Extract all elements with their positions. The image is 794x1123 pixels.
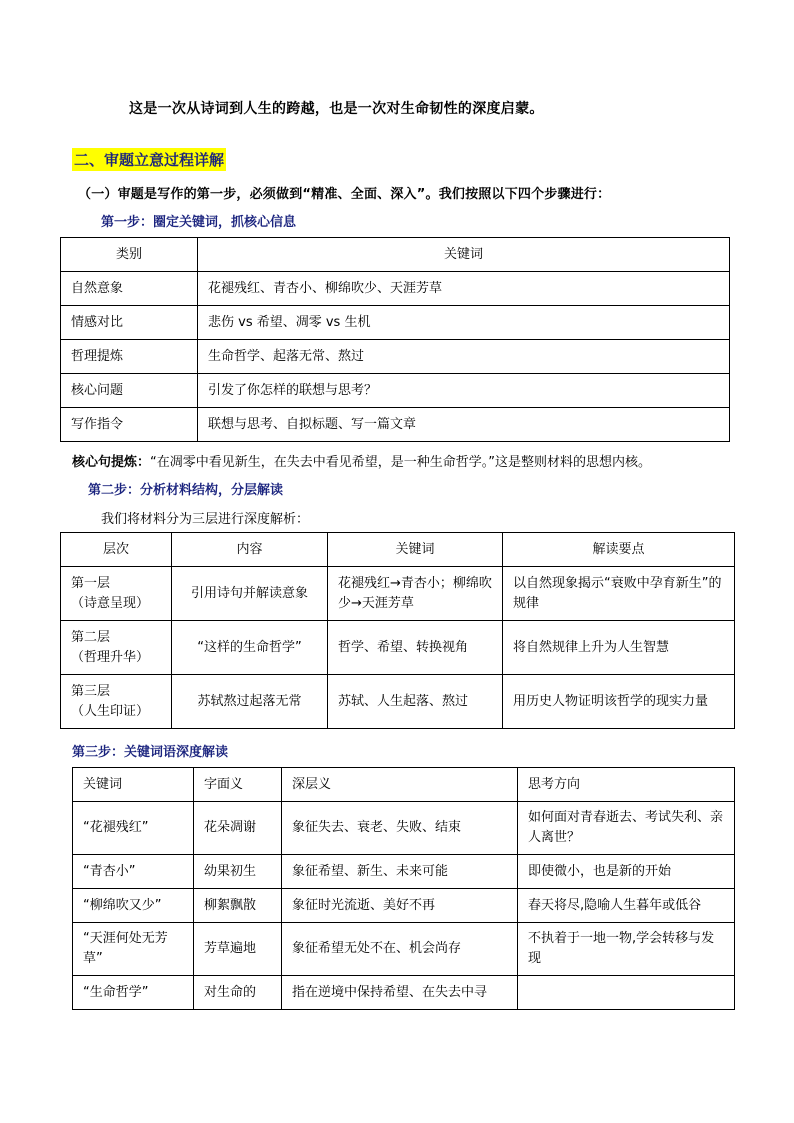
thinking-cell: 不执着于一地一物,学会转移与发现 [518,923,735,976]
deep-meaning-cell: 象征希望无处不在、机会尚存 [282,923,518,976]
points-cell: 以自然现象揭示“衰败中孕育新生”的规律 [503,567,735,621]
keyword-meaning-table [72,767,735,1010]
deep-meaning-cell: 象征时光流逝、美好不再 [282,889,518,923]
keyword-cell: “青杏小” [73,855,194,889]
table-header-cell: 类别 [61,238,198,272]
content-cell: “这样的生命哲学” [172,621,328,675]
table-header-row [61,533,735,567]
category-cell: 写作指令 [61,408,198,442]
keyword-cell: 花褪残红→青杏小；柳绵吹少→天涯芳草 [328,567,503,621]
keyword-cell: “花褪残红” [73,802,194,855]
keyword-cell: 苏轼、人生起落、熬过 [328,675,503,729]
table-header-cell: 关键词 [198,238,730,272]
thinking-cell: 如何面对青春逝去、考试失利、亲人离世？ [518,802,735,855]
keyword-cell: “生命哲学” [73,976,194,1010]
deep-meaning-cell: 象征失去、衰老、失败、结束 [282,802,518,855]
table-header-cell: 解读要点 [503,533,735,567]
literal-cell: 芳草遍地 [194,923,282,976]
level-subtitle: （人生印证） [71,703,150,719]
level-cell [61,675,172,729]
category-cell: 核心问题 [61,374,198,408]
keyword-cell: 花褪残红、青杏小、柳绵吹少、天涯芳草 [198,272,730,306]
table-row [61,374,730,408]
table-row [73,802,735,855]
table-header-cell: 层次 [61,533,172,567]
step3-heading: 第三步：关键词语深度解读 [72,745,229,760]
table-header-cell: 关键词 [328,533,503,567]
thinking-cell: 春天将尽,隐喻人生暮年或低谷 [518,889,735,923]
table-header-row [73,768,735,802]
points-cell: 将自然规律上升为人生智慧 [503,621,735,675]
literal-cell: 对生命的 [194,976,282,1010]
intro-text: 这是一次从诗词到人生的跨越，也是一次对生命韧性的深度启蒙。 [129,101,544,117]
level-name: 第一层 [71,575,111,591]
literal-cell: 幼果初生 [194,855,282,889]
level-name: 第三层 [71,683,111,699]
level-name: 第二层 [71,629,111,645]
literal-cell: 柳絮飘散 [194,889,282,923]
keyword-cell: 联想与思考、自拟标题、写一篇文章 [198,408,730,442]
core-sentence-text: “在凋零中看见新生，在失去中看见希望，是一种生命哲学。”这是整则材料的思想内核。 [150,455,651,470]
table-row [73,923,735,976]
deep-meaning-cell: 指在逆境中保持希望、在失去中寻 [282,976,518,1010]
table-row [61,272,730,306]
level-cell [61,621,172,675]
table-row [73,889,735,923]
step1-heading: 第一步：圈定关键词，抓核心信息 [101,215,297,230]
table-header-cell: 关键词 [73,768,194,802]
keyword-cell: 哲学、希望、转换视角 [328,621,503,675]
keyword-table [60,237,730,442]
keyword-cell: “柳绵吹又少” [73,889,194,923]
step2-heading: 第二步：分析材料结构，分层解读 [88,483,284,498]
thinking-cell [518,976,735,1010]
table-row [61,675,735,729]
table-header-cell: 字面义 [194,768,282,802]
table-row [61,340,730,374]
deep-meaning-cell: 象征希望、新生、未来可能 [282,855,518,889]
category-cell: 情感对比 [61,306,198,340]
keyword-cell: 引发了你怎样的联想与思考？ [198,374,730,408]
table-row [61,567,735,621]
core-sentence [72,451,651,470]
thinking-cell: 即使微小，也是新的开始 [518,855,735,889]
category-cell: 哲理提炼 [61,340,198,374]
table-header-cell: 内容 [172,533,328,567]
level-subtitle: （哲理升华） [71,649,150,665]
structure-table [60,532,735,729]
table-row [73,855,735,889]
core-sentence-label: 核心句提炼： [72,455,151,470]
keyword-cell: 悲伤 vs 希望、凋零 vs 生机 [198,306,730,340]
content-cell: 苏轼熬过起落无常 [172,675,328,729]
keyword-cell: 生命哲学、起落无常、熬过 [198,340,730,374]
table-header-cell: 思考方向 [518,768,735,802]
points-cell: 用历史人物证明该哲学的现实力量 [503,675,735,729]
level-subtitle: （诗意呈现） [71,595,150,611]
table-header-cell: 深层义 [282,768,518,802]
step2-note: 我们将材料分为三层进行深度解析： [101,512,310,527]
keyword-cell: “天涯何处无芳草” [73,923,194,976]
table-row [61,621,735,675]
table-row [61,306,730,340]
level-cell [61,567,172,621]
table-header-row [61,238,730,272]
literal-cell: 花朵凋谢 [194,802,282,855]
sub-heading: （一）审题是写作的第一步，必须做到“精准、全面、深入”。我们按照以下四个步骤进行： [78,187,611,202]
table-row [73,976,735,1010]
category-cell: 自然意象 [61,272,198,306]
section-title: 二、审题立意过程详解 [72,148,226,171]
content-cell: 引用诗句并解读意象 [172,567,328,621]
table-row [61,408,730,442]
